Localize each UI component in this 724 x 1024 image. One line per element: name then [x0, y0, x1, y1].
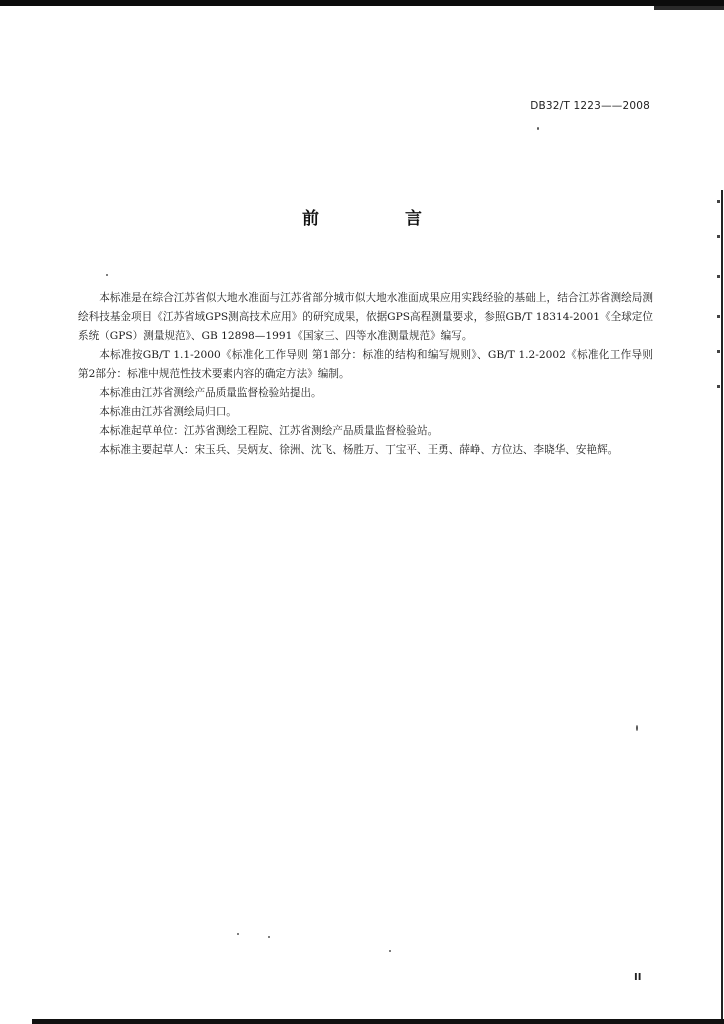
paragraph: 本标准由江苏省测绘局归口。 — [99, 406, 237, 418]
preface-body — [78, 289, 653, 460]
scan-top-border — [0, 0, 724, 6]
scan-right-edge — [721, 190, 723, 1024]
page-title: 前 言 — [302, 209, 462, 229]
scan-speck — [106, 274, 108, 276]
scan-speck — [636, 725, 638, 731]
paragraph: 本标准是在综合江苏省似大地水准面与江苏省部分城市似大地水准面成果应用实践经验的基础上，结合江苏省测绘局测绘科技基金项目《江苏省域GPS测高技术应用》的研究成果，依据GPS高程测量要求，参照GB/T 18314-2001《全球定位系统（GPS）测量规范》、GB 12898—1991《国家三、四等水准测量规范》编写。 — [78, 292, 653, 342]
scan-speck — [537, 127, 539, 130]
paragraph: 本标准由江苏省测绘产品质量监督检验站提出。 — [99, 387, 322, 399]
scan-bottom-border — [32, 1019, 724, 1024]
page-number: II — [634, 972, 642, 983]
scan-speck — [389, 950, 391, 952]
paragraph: 本标准主要起草人：宋玉兵、吴炳友、徐洲、沈飞、杨胜万、丁宝平、王勇、薛峥、方位达、李晓华、安艳辉。 — [99, 444, 619, 456]
scan-speck — [268, 936, 270, 938]
document-code: DB32/T 1223——2008 — [530, 100, 650, 112]
scan-top-border-shadow — [654, 6, 724, 10]
scan-speck — [237, 933, 239, 935]
paragraph: 本标准起草单位：江苏省测绘工程院、江苏省测绘产品质量监督检验站。 — [99, 425, 439, 437]
paragraph: 本标准按GB/T 1.1-2000《标准化工作导则 第1部分：标准的结构和编写规则》、GB/T 1.2-2002《标准化工作导则 第2部分：标准中规范性技术要素内容的确定方法》编制。 — [78, 349, 653, 380]
